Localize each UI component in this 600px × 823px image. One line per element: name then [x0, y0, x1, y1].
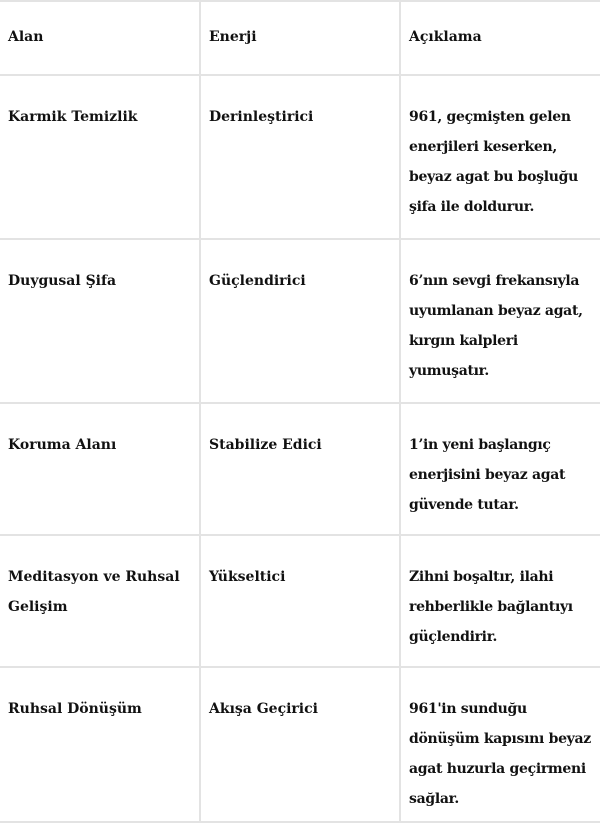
table-row: [0, 402, 600, 534]
cell-aciklama: Zihni boşaltır, ilahi rehberlikle bağlantıyı güçlendirir.: [399, 536, 600, 666]
table-row: [0, 666, 600, 823]
cell-alan: Karmik Temizlik: [8, 109, 138, 125]
header-aciklama: Açıklama: [399, 2, 600, 74]
cell-enerji: Derinleştirici: [199, 76, 399, 238]
table-row: [0, 238, 600, 402]
table-row: [0, 74, 600, 238]
cell-aciklama: 1’in yeni başlangıç enerjisini beyaz agat güvende tutar.: [399, 404, 600, 534]
header-alan: Alan: [8, 29, 44, 45]
cell-aciklama: 961, geçmişten gelen enerjileri keserken, beyaz agat bu boşluğu şifa ile doldurur.: [399, 76, 600, 238]
cell-aciklama: 961'in sunduğu dönüşüm kapısını beyaz agat huzurla geçirmeni sağlar.: [399, 668, 600, 823]
cell-alan: Duygusal Şifa: [8, 273, 117, 289]
cell-alan: Ruhsal Dönüşüm: [8, 701, 142, 717]
cell-alan: Koruma Alanı: [8, 437, 117, 453]
cell-enerji: Güçlendirici: [199, 240, 399, 402]
cell-enerji: Stabilize Edici: [199, 404, 399, 534]
cell-alan: Meditasyon ve Ruhsal Gelişim: [8, 569, 180, 615]
cell-aciklama: 6’nın sevgi frekansıyla uyumlanan beyaz agat, kırgın kalpleri yumuşatır.: [399, 240, 600, 402]
table-row: [0, 534, 600, 666]
header-enerji: Enerji: [199, 2, 399, 74]
table-header-row: [0, 2, 600, 74]
cell-enerji: Yükseltici: [199, 536, 399, 666]
cell-enerji: Akışa Geçirici: [199, 668, 399, 823]
